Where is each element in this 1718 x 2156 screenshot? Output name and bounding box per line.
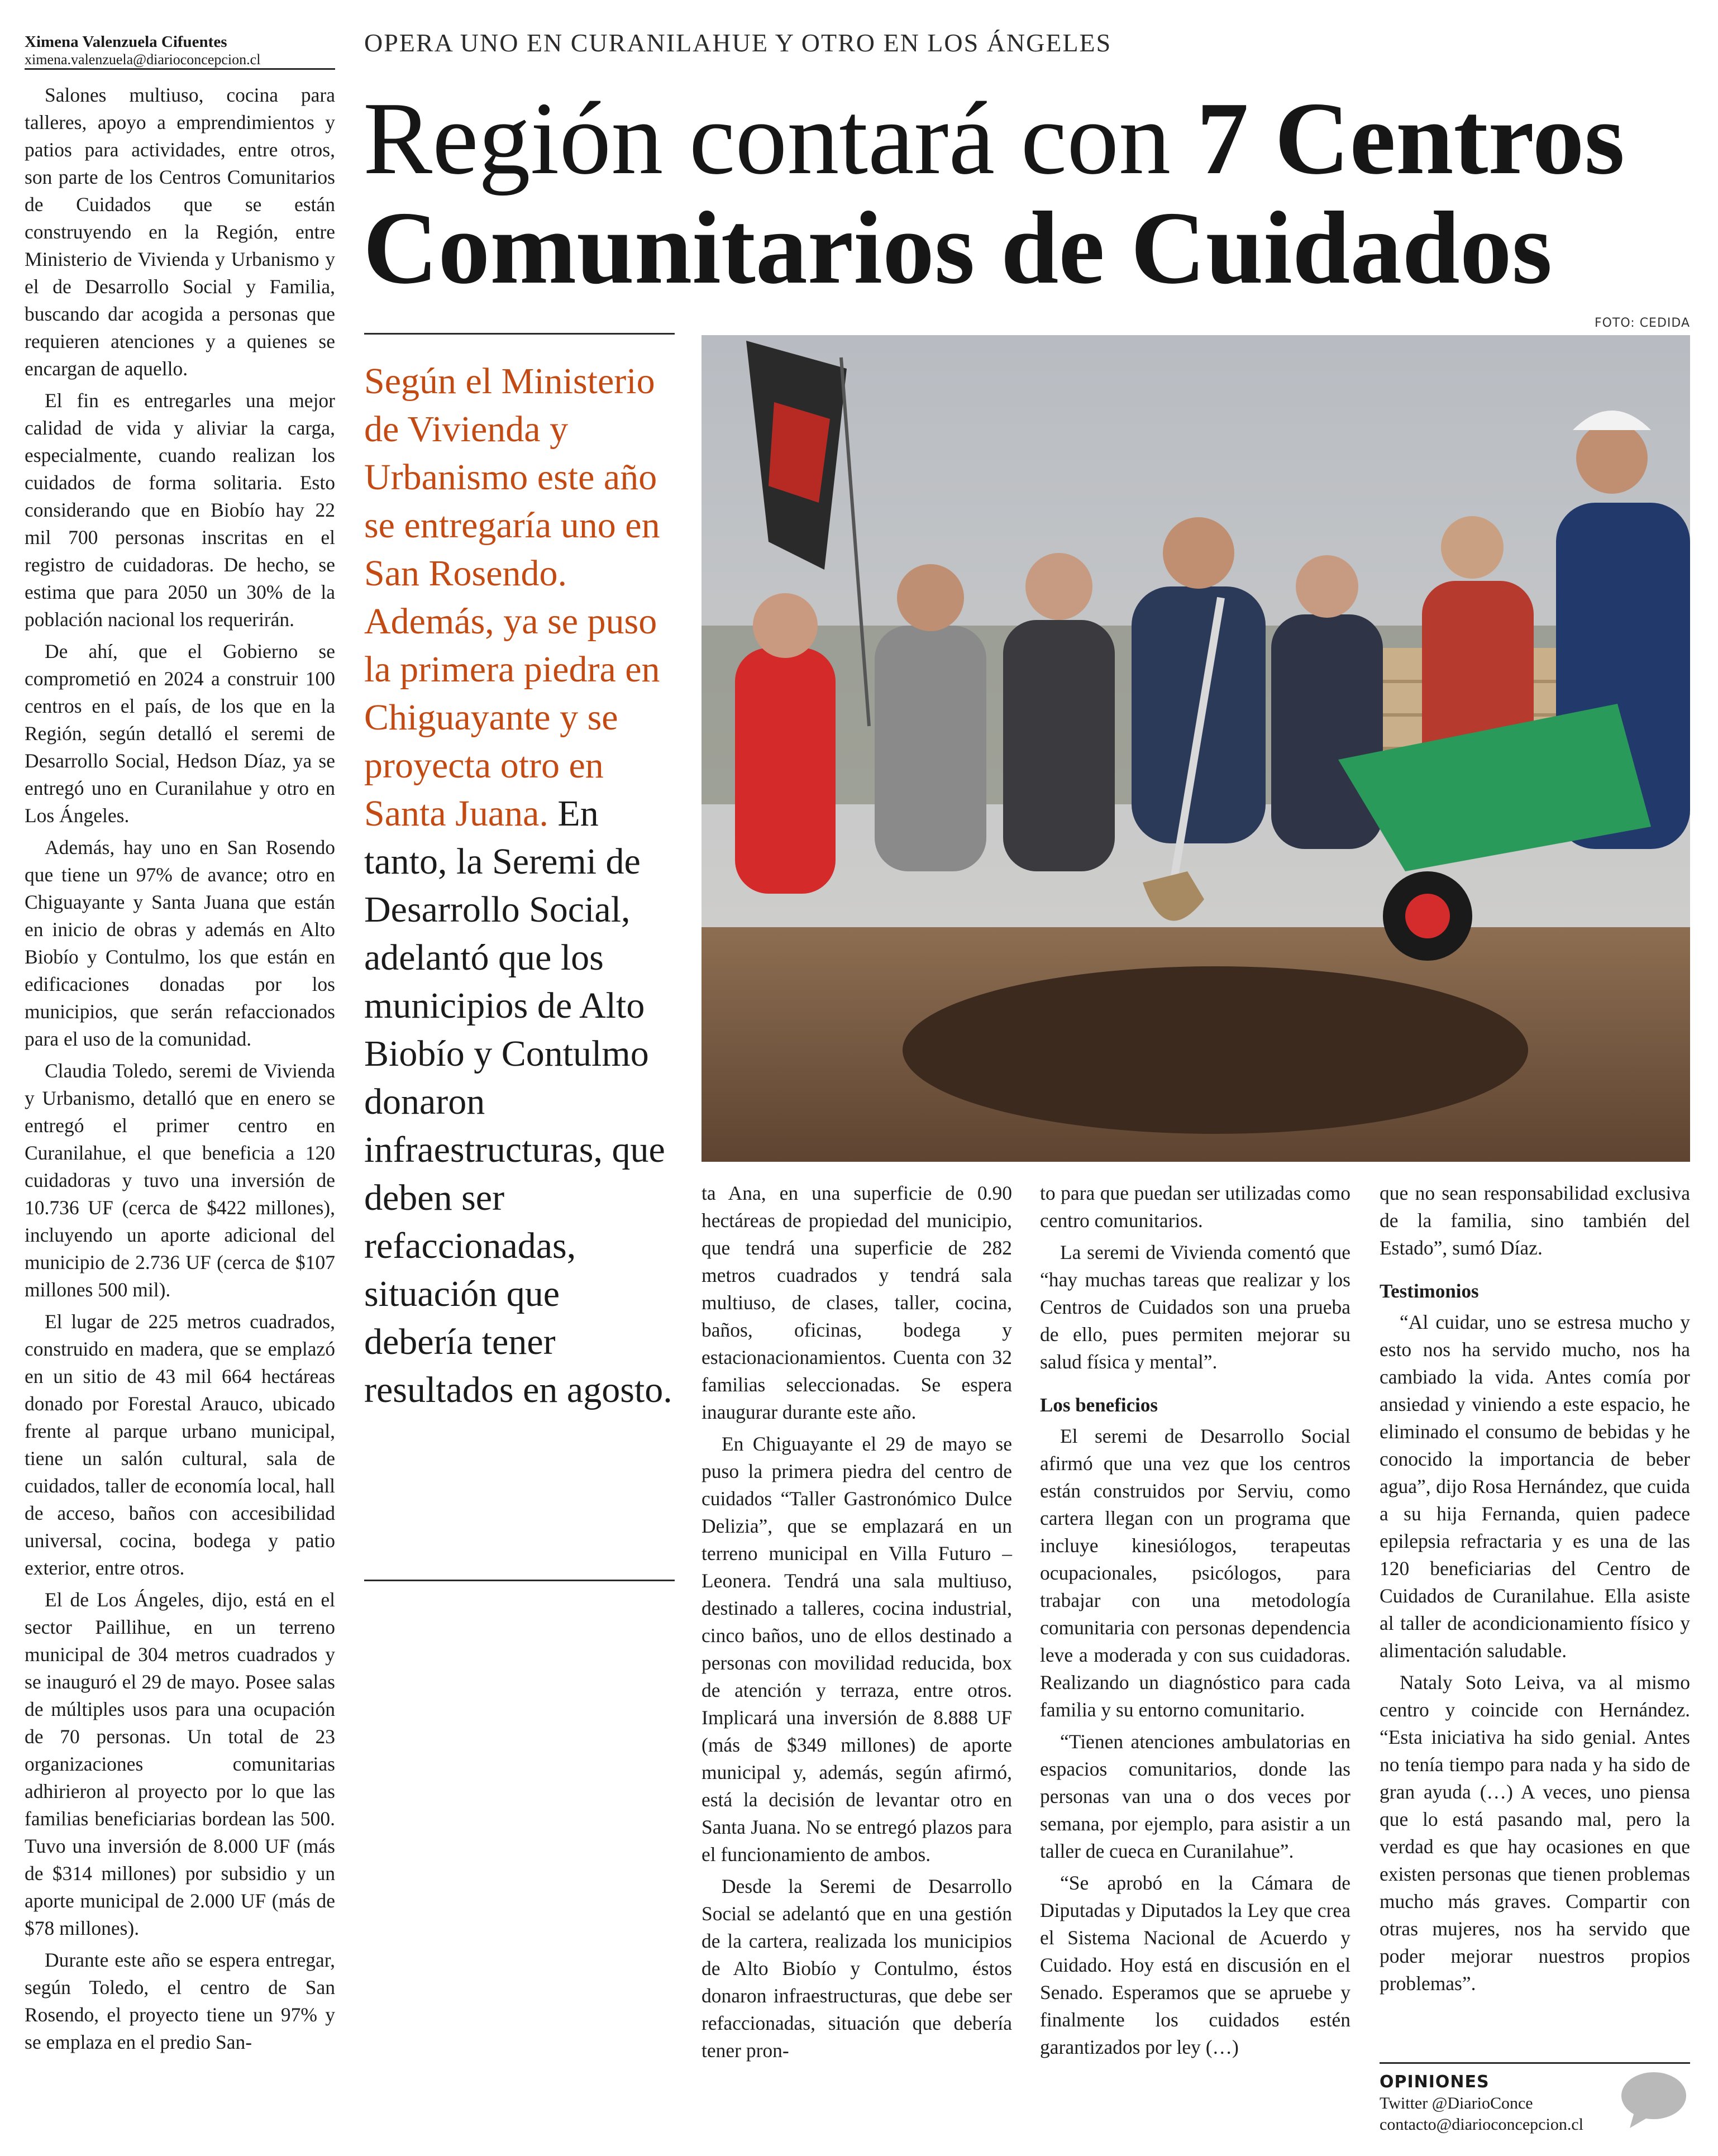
paragraph: La seremi de Vivienda comentó que “hay muchas tareas que realizar y los Centros de Cuidados son una prueba de ello, pues permiten mejorar su salud física y mental”.: [1040, 1241, 1350, 1373]
paragraph: En Chiguayante el 29 de mayo se puso la primera piedra del centro de cuidados “Taller Gastronómico Dulce Delizia”, que se emplazará en un terreno municipal en Villa Futuro – Leonera. Tendrá una sala multiuso, destinado a talleres, cocina industrial, cinco baños, uno de ellos destinado a personas con movilidad reducida, box de atención y terraza, entre otros. Implicará una inversión de 8.888 UF (más de $349 millones) de aporte municipal y, además, según afirmó, está la decisión de levantar otro en Santa Juana. No se entregó plazos para el funcionamiento de ambos.: [701, 1433, 1012, 1866]
headline-part2: 7 Centros: [1196, 81, 1625, 196]
opinions-twitter[interactable]: Twitter @DiarioConce: [1380, 2094, 1533, 2112]
speech-bubble-icon: [1620, 2070, 1688, 2129]
paragraph: que no sean responsabilidad exclusiva de la familia, sino también del Estado”, sumó Díaz.: [1380, 1182, 1690, 1259]
kicker: OPERA UNO EN CURANILAHUE Y OTRO EN LOS ÁNGELES: [364, 28, 1112, 57]
photo-credit: FOTO: CEDIDA: [1594, 316, 1690, 330]
paragraph: Claudia Toledo, seremi de Vivienda y Urbanismo, detalló que en enero se entregó el primer centro en Curanilahue, el que beneficia a 120 cuidadoras y tuvo una inversión de 10.736 UF (cerca de $422 millones), incluyendo un aporte adicional del municipio de 2.736 UF (cerca de $107 millones 500 mil).: [25, 1060, 335, 1301]
pullquote-bottom-rule: [364, 1580, 675, 1581]
pullquote-rest: En tanto, la Seremi de Desarrollo Social, adelantó que los municipios de Alto Biobío y Contulmo donaron infraestructuras, que deben ser refaccionadas, situación que debería tener resultados en agosto.: [364, 793, 672, 1410]
paragraph: “Tienen atenciones ambulatorias en espacios comunitarios, donde las personas van una o dos veces por semana, por ejemplo, para asistir a un taller de cueca en Curanilahue”.: [1040, 1730, 1350, 1862]
paragraph: to para que puedan ser utilizadas como centro comunitarios.: [1040, 1182, 1350, 1232]
byline: [25, 32, 335, 68]
article-photo: [701, 335, 1690, 1162]
author-email[interactable]: ximena.valenzuela@diarioconcepcion.cl: [25, 51, 261, 68]
paragraph: Además, hay uno en San Rosendo que tiene un 97% de avance; otro en Chiguayante y Santa Juana que están en inicio de obras y además en Alto Biobío y Contulmo, los que están en edificaciones donadas por los municipios, que serán refaccionados para el uso de la comunidad.: [25, 836, 335, 1050]
author-name: Ximena Valenzuela Cifuentes: [25, 33, 227, 51]
paragraph: El seremi de Desarrollo Social afirmó que una vez que los centros están construidos por Serviu, como cartera llegan con un programa que incluye kinesiólogos, terapeutas ocupacionales, psicólogos, para trabajar con una metodología comunitaria con personas dependencia leve a moderada y con sus cuidadoras. Realizando un diagnóstico para cada familia y su entorno comunitario.: [1040, 1425, 1350, 1721]
article-column-3: [701, 1180, 1012, 2069]
pullquote-highlight: Según el Ministerio de Vivienda y Urbanismo este año se entregaría uno en San Rosendo. Además, ya se puso la primera piedra en Chiguayante y se proyecta otro en Santa Juana.: [364, 361, 660, 834]
paragraph: Desde la Seremi de Desarrollo Social se adelantó que en una gestión de la cartera, realizada los municipios de Alto Biobío y Contulmo, éstos donaron infraestructuras, que debe ser refaccionadas, situación que debería tener pron-: [701, 1875, 1012, 2062]
article-column-1: [25, 82, 335, 2060]
paragraph: ta Ana, en una superficie de 0.90 hectáreas de propiedad del municipio, que tendrá una superficie de 282 metros cuadrados y tendrá sala multiuso, de clases, taller, cocina, baños, oficinas, bodega y estacionacionamientos. Cuenta con 32 familias seleccionadas. Se espera inaugurar durante este año.: [701, 1182, 1012, 1423]
paragraph: Salones multiuso, cocina para talleres, apoyo a emprendimientos y patios para actividades, entre otros, son parte de los Centros Comunitarios de Cuidados que se están construyendo en la Región, entre Ministerio de Vivienda y Urbanismo y el de Desarrollo Social y Familia, buscando dar acogida a personas que requieren atenciones y a quienes se encargan de aquello.: [25, 84, 335, 380]
pullquote: [364, 357, 677, 1414]
headline: [363, 81, 1703, 306]
paragraph: “Se aprobó en la Cámara de Diputadas y Diputados la Ley que crea el Sistema Nacional de Acuerdo y Cuidado. Hoy está en discusión en el Senado. Esperamos que se apruebe y finalmente los cuidados estén garantizados por ley (…): [1040, 1872, 1350, 2058]
photo-illustration: [701, 335, 1690, 1162]
paragraph: El fin es entregarles una mejor calidad de vida y aliviar la carga, especialmente, cuando realizan los cuidados de forma solitaria. Esto considerando que en Biobío hay 22 mil 700 personas inscritas en el registro de cuidadoras. De hecho, se estima que para 2050 un 30% de la población nacional los requerirán.: [25, 389, 335, 631]
byline-divider: [25, 68, 335, 70]
article-column-5: [1380, 1180, 1690, 2002]
paragraph: El lugar de 225 metros cuadrados, construido en madera, que se emplazó en un sitio de 43 mil 664 hectáreas donado por Forestal Arauco, ubicado frente al parque urbano municipal, tiene un salón cultural, sala de cuidados, taller de economía local, hall de acceso, baños con accesibilidad universal, cocina, bodega y patio exterior, entre otros.: [25, 1310, 335, 1579]
article-column-4: [1040, 1180, 1350, 2066]
paragraph: Nataly Soto Leiva, va al mismo centro y coincide con Hernández. “Esta iniciativa ha sido genial. Antes no tenía tiempo para nada y ha sido de gran ayuda (…) A veces, uno piensa que lo está pasando mal, pero la verdad es que hay ocasiones en que existen personas que tienen problemas mucho más graves. Compartir con otras mujeres, nos ha servido que poder mejorar nuestros propios problemas”.: [1380, 1671, 1690, 1995]
paragraph: Durante este año se espera entregar, según Toledo, el centro de San Rosendo, el proyecto tiene un 97% y se emplaza en el predio San-: [25, 1949, 335, 2053]
section-heading-beneficios: Los beneficios: [1040, 1394, 1158, 1416]
headline-part1: Región contará con: [363, 81, 1197, 196]
paragraph: De ahí, que el Gobierno se comprometió en 2024 a construir 100 centros en el país, de los que en la Región, según detalló el seremi de Desarrollo Social, Hedson Díaz, ya se entregó uno en Curanilahue y otro en Los Ángeles.: [25, 640, 335, 827]
headline-line2: Comunitarios de Cuidados: [363, 190, 1553, 306]
opinions-title: OPINIONES: [1380, 2072, 1490, 2092]
opinions-contact[interactable]: contacto@diarioconcepcion.cl: [1380, 2115, 1583, 2134]
paragraph: “Al cuidar, uno se estresa mucho y esto nos ha servido mucho, nos ha cambiado la vida. Antes comía por ansiedad y viniendo a este espacio, he eliminado el consumo de bebidas y he conocido la importancia de beber agua”, dijo Rosa Hernández, que cuida a su hija Fernanda, quien padece epilepsia refractaria y es una de las 120 beneficiarias del Centro de Cuidados de Curanilahue. Ella asiste al taller de acondicionamiento físico y alimentación saludable.: [1380, 1311, 1690, 1662]
section-heading-testimonios: Testimonios: [1380, 1280, 1479, 1302]
pullquote-top-rule: [364, 333, 675, 335]
opinions-divider: [1380, 2062, 1690, 2064]
paragraph: El de Los Ángeles, dijo, está en el sector Paillihue, en un terreno municipal de 304 metros cuadrados y se inauguró el 29 de mayo. Posee salas de múltiples usos para una ocupación de 70 personas. Un total de 23 organizaciones comunitarias adhirieron al proyecto por lo que las familias beneficiarias bordean las 500. Tuvo una inversión de 8.000 UF (más de $314 millones) por subsidio y un aporte municipal de 2.000 UF (más de $78 millones).: [25, 1589, 335, 1939]
